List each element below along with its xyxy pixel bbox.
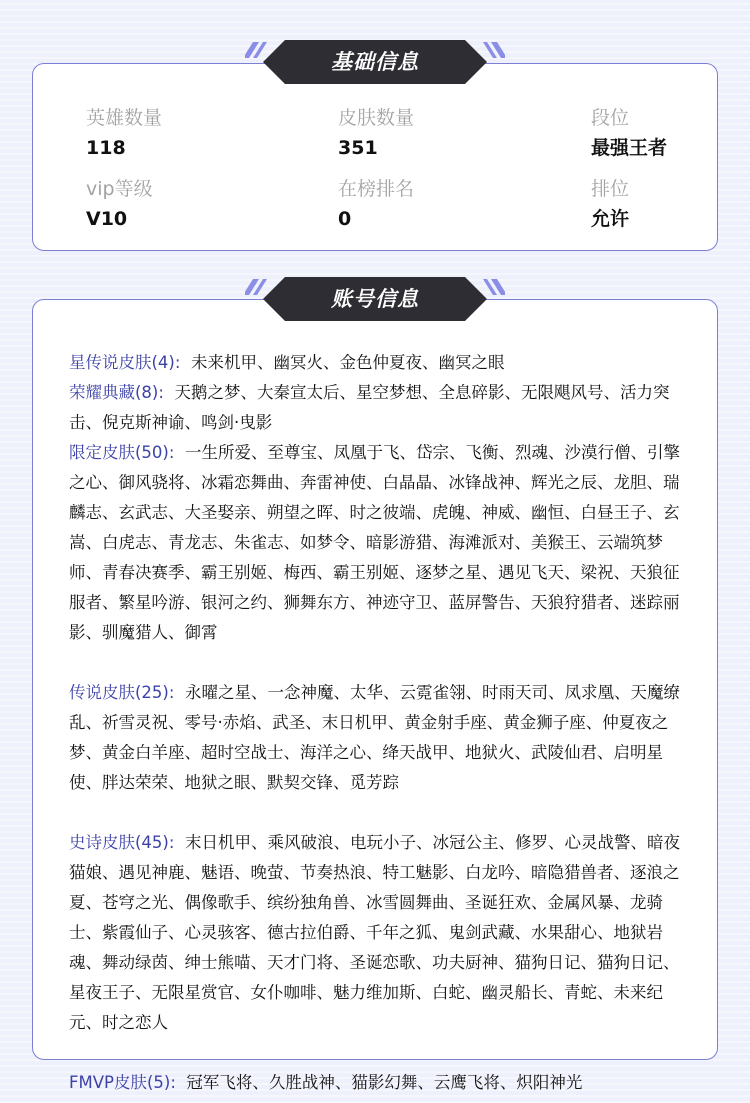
stat-label: vip等级 [86,178,153,200]
skin-group-glory-collection [69,378,689,438]
skin-items: 未来机甲、幽冥火、金色仲夏夜、幽冥之眼 [190,353,505,372]
account-info-banner [245,275,505,323]
skin-category: 限定皮肤(50): [69,443,175,462]
stat-value: 最强王者 [591,137,668,159]
skin-items: 永曜之星、一念神魔、太华、云霓雀翎、时雨天司、凤求凰、天魔缭乱、祈雪灵祝、零号·赤焰、武圣、末日机甲、黄金射手座、黄金狮子座、仲夏夜之梦、黄金白羊座、超时空战士、海洋之心、绛天战甲、地狱火、武陵仙君、启明星使、胖达荣荣、地狱之眼、默契交锋、觅芳踪 [69,683,680,792]
skin-category: 星传说皮肤(4): [69,353,181,372]
stat-hero-count [86,104,316,162]
stat-label: 排位 [591,178,630,200]
section-title: 基础信息 [331,50,419,74]
skin-category: 传说皮肤(25): [69,683,175,702]
basic-info-banner [245,38,505,86]
skin-group-star-legend [69,348,689,378]
stat-label: 段位 [591,107,630,129]
basic-info-card [32,63,718,251]
skin-items: 天鹅之梦、大秦宣太后、星空梦想、全息碎影、无限飓风号、活力突击、倪克斯神谕、鸣剑·曳影 [69,383,670,432]
skin-category: 史诗皮肤(45): [69,833,175,852]
stat-leaderboard-rank [338,175,568,233]
stat-label: 在榜排名 [338,178,415,200]
skin-group-epic [69,828,689,1038]
stat-rank-tier [591,104,711,162]
skin-items: 末日机甲、乘风破浪、电玩小子、冰冠公主、修罗、心灵战警、暗夜猫娘、遇见神鹿、魅语、晚萤、节奏热浪、特工魅影、白龙吟、暗隐猎兽者、逐浪之夏、苍穹之光、偶像歌手、缤纷独角兽、冰雪圆舞曲、圣诞狂欢、金属风暴、龙骑士、紫霞仙子、心灵骇客、德古拉伯爵、千年之狐、鬼剑武藏、水果甜心、地狱岩魂、舞动绿茵、绅士熊喵、天才门将、圣诞恋歌、功夫厨神、猫狗日记、猫狗日记、星夜王子、无限星赏官、女仆咖啡、魅力维加斯、白蛇、幽灵船长、青蛇、未来纪元、时之恋人 [69,833,680,1032]
skin-list [69,348,689,1098]
stat-vip-level [86,175,316,233]
stat-value: 0 [338,208,352,230]
stat-value: 允许 [591,208,630,230]
skin-items: 一生所爱、至尊宝、凤凰于飞、岱宗、飞衡、烈魂、沙漠行僧、引擎之心、御风骁将、冰霜恋舞曲、奔雷神使、白晶晶、冰锋战神、辉光之辰、龙胆、瑞麟志、玄武志、大圣娶亲、朔望之晖、时之彼端、虎魄、神威、幽恒、白昼王子、玄嵩、白虎志、青龙志、朱雀志、如梦令、暗影游猎、海滩派对、美猴王、云端筑梦师、青春决赛季、霸王别姬、梅西、霸王别姬、逐梦之星、遇见飞天、梁祝、天狼征服者、繁星吟游、银河之约、狮舞东方、神迹守卫、蓝屏警告、天狼狩猎者、迷踪丽影、驯魔猎人、御霄 [69,443,680,642]
skin-group-legend [69,678,689,798]
stat-value: 351 [338,137,378,159]
account-info-card [32,299,718,1092]
skin-group-limited [69,438,689,648]
skin-group-fmvp [69,1068,689,1098]
skin-category: FMVP皮肤(5): [69,1073,176,1092]
stat-skin-count [338,104,568,162]
stat-label: 皮肤数量 [338,107,415,129]
section-title: 账号信息 [331,287,419,311]
skin-items: 冠军飞将、久胜战神、猫影幻舞、云鹰飞将、炽阳神光 [186,1073,583,1092]
stat-ranked-allowed [591,175,711,233]
stat-label: 英雄数量 [86,107,163,129]
skin-category: 荣耀典藏(8): [69,383,164,402]
stat-value: 118 [86,137,126,159]
stat-value: V10 [86,208,128,230]
